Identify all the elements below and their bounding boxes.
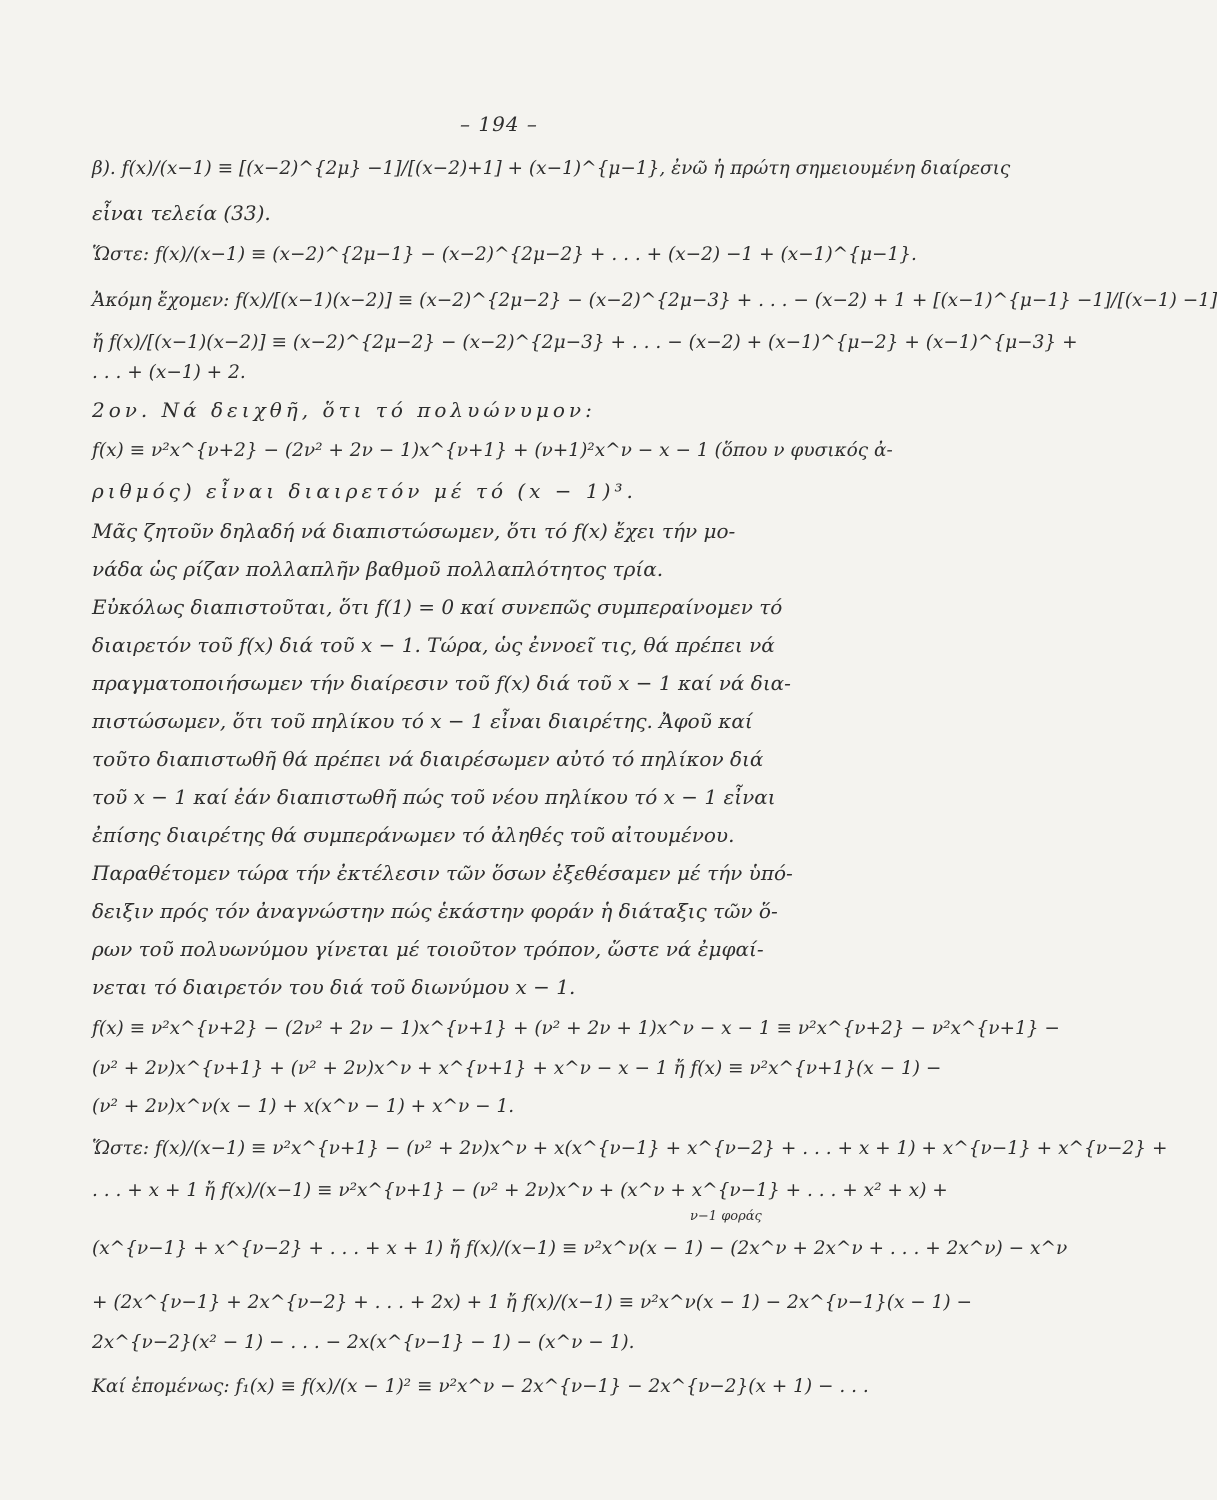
annotation-label: ν−1 φοράς [690, 1209, 762, 1224]
text-line: (ν² + 2ν)x^ν(x − 1) + x(x^ν − 1) + x^ν − 1. [92, 1096, 515, 1117]
text-line: νάδα ὡς ρίζαν πολλαπλῆν βαθμοῦ πολλαπλότητος τρία. [92, 557, 664, 581]
text-line: 2x^{ν−2}(x² − 1) − . . . − 2x(x^{ν−1} − 1) − (x^ν − 1). [92, 1332, 635, 1353]
section-heading: 2ον. Νά δειχθῆ, ὅτι τό πολυώνυμον: [92, 398, 596, 422]
text-line: (x^{ν−1} + x^{ν−2} + . . . + x + 1) ἤ f(x)/(x−1) ≡ ν²x^ν(x − 1) − (2x^ν + 2x^ν + . . . + 2x^ν) − x^ν [92, 1238, 1068, 1259]
text-line: ριθμός) εἶναι διαιρετόν μέ τό (x − 1)³. [92, 479, 637, 503]
page-number: – 194 – [460, 112, 538, 136]
text-line: f(x) ≡ ν²x^{ν+2} − (2ν² + 2ν − 1)x^{ν+1} + (ν+1)²x^ν − x − 1 (ὅπου ν φυσικός ἀ- [92, 440, 893, 461]
text-line: τοῦ x − 1 καί ἐάν διαπιστωθῆ πώς τοῦ νέου πηλίκου τό x − 1 εἶναι [92, 785, 776, 809]
text-line: ρων τοῦ πολυωνύμου γίνεται μέ τοιοῦτον τρόπον, ὥστε νά ἐμφαί- [92, 937, 764, 961]
text-line: δειξιν πρός τόν ἀναγνώστην πώς ἑκάστην φοράν ἡ διάταξις τῶν ὅ- [92, 899, 778, 923]
text-line: τοῦτο διαπιστωθῆ θά πρέπει νά διαιρέσωμεν αὐτό τό πηλίκον διά [92, 747, 764, 771]
text-line: ἤ f(x)/[(x−1)(x−2)] ≡ (x−2)^{2μ−2} − (x−2)^{2μ−3} + . . . − (x−2) + (x−1)^{μ−2} + (x−1)^{μ−3} + [92, 332, 1078, 353]
text-line: . . . + x + 1 ἤ f(x)/(x−1) ≡ ν²x^{ν+1} − (ν² + 2ν)x^ν + (x^ν + x^{ν−1} + . . . + x² + x) + [92, 1180, 948, 1201]
text-line: διαιρετόν τοῦ f(x) διά τοῦ x − 1. Τώρα, ὡς ἐννοεῖ τις, θά πρέπει νά [92, 633, 775, 657]
text-line: νεται τό διαιρετόν του διά τοῦ διωνύμου x − 1. [92, 975, 576, 999]
text-line: Ἀκόμη ἔχομεν: f(x)/[(x−1)(x−2)] ≡ (x−2)^{2μ−2} − (x−2)^{2μ−3} + . . . − (x−2) + 1 + [(x−1)^{μ−1} −1]/[(x−1) −1] [92, 290, 1217, 311]
text-line: . . . + (x−1) + 2. [92, 362, 246, 383]
text-line: Καί ἑπομένως: f₁(x) ≡ f(x)/(x − 1)² ≡ ν²x^ν − 2x^{ν−1} − 2x^{ν−2}(x + 1) − . . . [92, 1376, 869, 1397]
text-line: + (2x^{ν−1} + 2x^{ν−2} + . . . + 2x) + 1 ἤ f(x)/(x−1) ≡ ν²x^ν(x − 1) − 2x^{ν−1}(x − 1) − [92, 1292, 973, 1313]
text-line: εἶναι τελεία (33). [92, 201, 271, 225]
text-line: ἐπίσης διαιρέτης θά συμπεράνωμεν τό ἀληθές τοῦ αἰτουμένου. [92, 823, 735, 847]
text-line: Ὥστε: f(x)/(x−1) ≡ ν²x^{ν+1} − (ν² + 2ν)x^ν + x(x^{ν−1} + x^{ν−2} + . . . + x + 1) + x^{ν−1} + x^{ν−2} + [92, 1138, 1168, 1159]
text-line: Παραθέτομεν τώρα τήν ἐκτέλεσιν τῶν ὅσων ἐξεθέσαμεν μέ τήν ὑπό- [92, 861, 793, 885]
text-line: πραγματοποιήσωμεν τήν διαίρεσιν τοῦ f(x) διά τοῦ x − 1 καί νά δια- [92, 671, 791, 695]
text-line: f(x) ≡ ν²x^{ν+2} − (2ν² + 2ν − 1)x^{ν+1} + (ν² + 2ν + 1)x^ν − x − 1 ≡ ν²x^{ν+2} − ν²x^{ν+1} − [92, 1018, 1060, 1039]
text-line: Μᾶς ζητοῦν δηλαδή νά διαπιστώσωμεν, ὅτι τό f(x) ἔχει τήν μο- [92, 519, 736, 543]
text-line: πιστώσωμεν, ὅτι τοῦ πηλίκου τό x − 1 εἶναι διαιρέτης. Ἀφοῦ καί [92, 709, 753, 733]
text-line: Εὐκόλως διαπιστοῦται, ὅτι f(1) = 0 καί συνεπῶς συμπεραίνομεν τό [92, 595, 783, 619]
text-line: Ὥστε: f(x)/(x−1) ≡ (x−2)^{2μ−1} − (x−2)^{2μ−2} + . . . + (x−2) −1 + (x−1)^{μ−1}. [92, 244, 917, 265]
text-line: (ν² + 2ν)x^{ν+1} + (ν² + 2ν)x^ν + x^{ν+1} + x^ν − x − 1 ἤ f(x) ≡ ν²x^{ν+1}(x − 1) − [92, 1058, 942, 1079]
text-line: β). f(x)/(x−1) ≡ [(x−2)^{2μ} −1]/[(x−2)+1] + (x−1)^{μ−1}, ἐνῶ ἡ πρώτη σημειουμένη διαίρεσις [92, 158, 1011, 179]
